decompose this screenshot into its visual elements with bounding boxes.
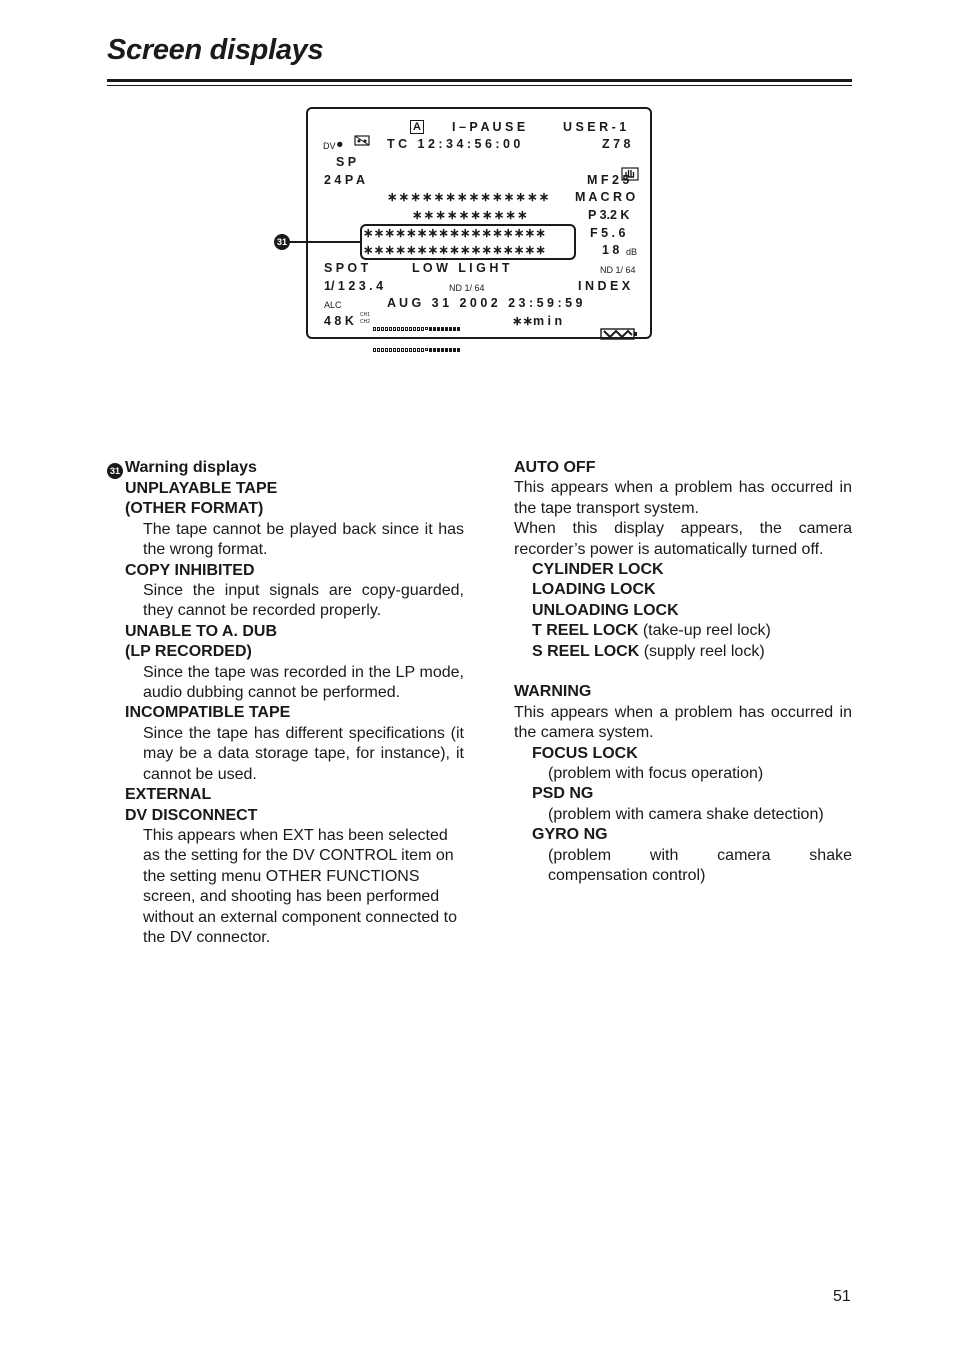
osd-zoom: Z 7 8 <box>602 137 631 151</box>
warning-displays-heading: 31 Warning displays <box>107 458 464 479</box>
item-title: INCOMPATIBLE TAPE <box>125 704 291 722</box>
osd-db: dB <box>626 247 638 257</box>
item-number-badge: 31 <box>107 463 123 479</box>
warning-item-title: GYRO NG <box>532 826 608 844</box>
lock-item: CYLINDER LOCK <box>532 561 664 579</box>
record-dot-icon: ● <box>336 137 344 151</box>
item-title: (LP RECORDED) <box>125 643 252 661</box>
title-rule-thin <box>107 85 852 86</box>
auto-off-text-2: When this display appears, the camera recorder’s power is automatically turned off. <box>514 520 852 558</box>
auto-mode-indicator: A <box>410 120 424 134</box>
osd-alc: ALC <box>324 300 342 310</box>
page-number: 51 <box>833 1288 851 1305</box>
auto-off-text: This appears when a problem has occurred in the tape transport system. <box>514 479 852 517</box>
osd-macro: M A C R O <box>575 190 636 204</box>
warning-item-text: (problem with camera shake detection) <box>548 805 824 823</box>
lock-item: UNLOADING LOCK <box>532 601 679 619</box>
osd-stars-row8: ∗∗∗∗∗∗∗∗∗∗∗∗∗∗∗∗∗ <box>363 243 547 257</box>
audio-level-meter <box>373 311 461 360</box>
left-column <box>107 458 464 948</box>
osd-spot: S P O T <box>324 261 369 275</box>
osd-timecode: T C 1 2 : 3 4 : 5 6 : 0 0 <box>387 137 521 151</box>
item-title: DV DISCONNECT <box>125 806 258 824</box>
item-title: (OTHER FORMAT) <box>125 500 264 518</box>
right-column <box>514 458 852 887</box>
battery-icon <box>593 314 638 343</box>
lock-item: S REEL LOCK (supply reel lock) <box>532 642 765 660</box>
warning-item-title: PSD NG <box>532 785 594 803</box>
osd-date-time: A U G 3 1 2 0 0 2 2 3 : 5 9 : 5 9 <box>387 296 583 310</box>
item-title: UNABLE TO A. DUB <box>125 622 277 640</box>
osd-stars-row5: ∗∗∗∗∗∗∗∗∗∗∗∗∗∗ <box>387 190 551 204</box>
osd-24pa: 2 4 P A <box>324 173 365 187</box>
osd-stars-row6: ∗∗∗∗∗∗∗∗∗∗ <box>412 208 529 222</box>
osd-remaining-min: ∗∗m i n <box>512 314 563 328</box>
item-description: Since the input signals are copy-guarded, they cannot be recorded properly. <box>143 582 464 620</box>
auto-off-heading: AUTO OFF <box>514 459 596 476</box>
osd-user: U S E R - 1 <box>563 120 627 134</box>
callout-number: 31 <box>274 234 290 250</box>
osd-nd-filter-2: ND 1/ 64 <box>449 283 485 293</box>
warning-item-text: (problem with camera shake compensation control) <box>548 846 852 885</box>
osd-shutter: 1/ 1 2 3 . 4 <box>324 279 384 293</box>
item-description: This appears when EXT has been selected as the setting for the DV CONTROL item on the setting menu OTHER FUNCTIONS screen, and shooting has been performed without an external component connected to the DV connector. <box>143 826 457 946</box>
osd-gain: 1 8 <box>602 243 620 257</box>
page-title: Screen displays <box>107 34 324 66</box>
osd-mode: I – P A U S E <box>452 120 526 134</box>
warning-item-title: FOCUS LOCK <box>532 744 638 762</box>
osd-stars-row7: ∗∗∗∗∗∗∗∗∗∗∗∗∗∗∗∗∗ <box>363 226 547 240</box>
item-title: UNPLAYABLE TAPE <box>125 480 278 497</box>
lock-item: T REEL LOCK (take-up reel lock) <box>532 622 771 640</box>
osd-low-light: L O W L I G H T <box>412 261 510 275</box>
osd-sp: S P <box>336 155 357 169</box>
osd-nd-filter: ND 1/ 64 <box>600 265 636 275</box>
osd-ch1-label: CH1 <box>360 312 371 318</box>
osd-audio-48k: 4 8 K <box>324 314 354 328</box>
item-title: EXTERNAL <box>125 786 212 804</box>
lock-item: LOADING LOCK <box>532 581 656 599</box>
osd-mf: M F 2 5 <box>587 173 630 187</box>
osd-index: I N D E X <box>578 279 631 293</box>
item-title: COPY INHIBITED <box>125 561 255 579</box>
osd-dv: DV <box>323 141 336 151</box>
cassette-icon <box>347 121 370 149</box>
item-description: Since the tape has different specifications (it may be a data storage tape, for instance), it cannot be used. <box>143 724 464 783</box>
osd-ch2-label: CH2 <box>360 319 371 325</box>
warning-text: This appears when a problem has occurred in the camera system. <box>514 703 852 742</box>
osd-f-stop: F 5 . 6 <box>590 226 626 240</box>
item-description: The tape cannot be played back since it has the wrong format. <box>143 520 464 559</box>
callout-leader-line <box>290 241 361 243</box>
warning-item-text: (problem with focus operation) <box>548 765 764 783</box>
title-rule <box>107 79 852 82</box>
warning-heading: WARNING <box>514 683 592 701</box>
osd-white-balance: P 3.2 K <box>588 208 630 222</box>
item-description: Since the tape was recorded in the LP mode, audio dubbing cannot be performed. <box>143 663 464 702</box>
